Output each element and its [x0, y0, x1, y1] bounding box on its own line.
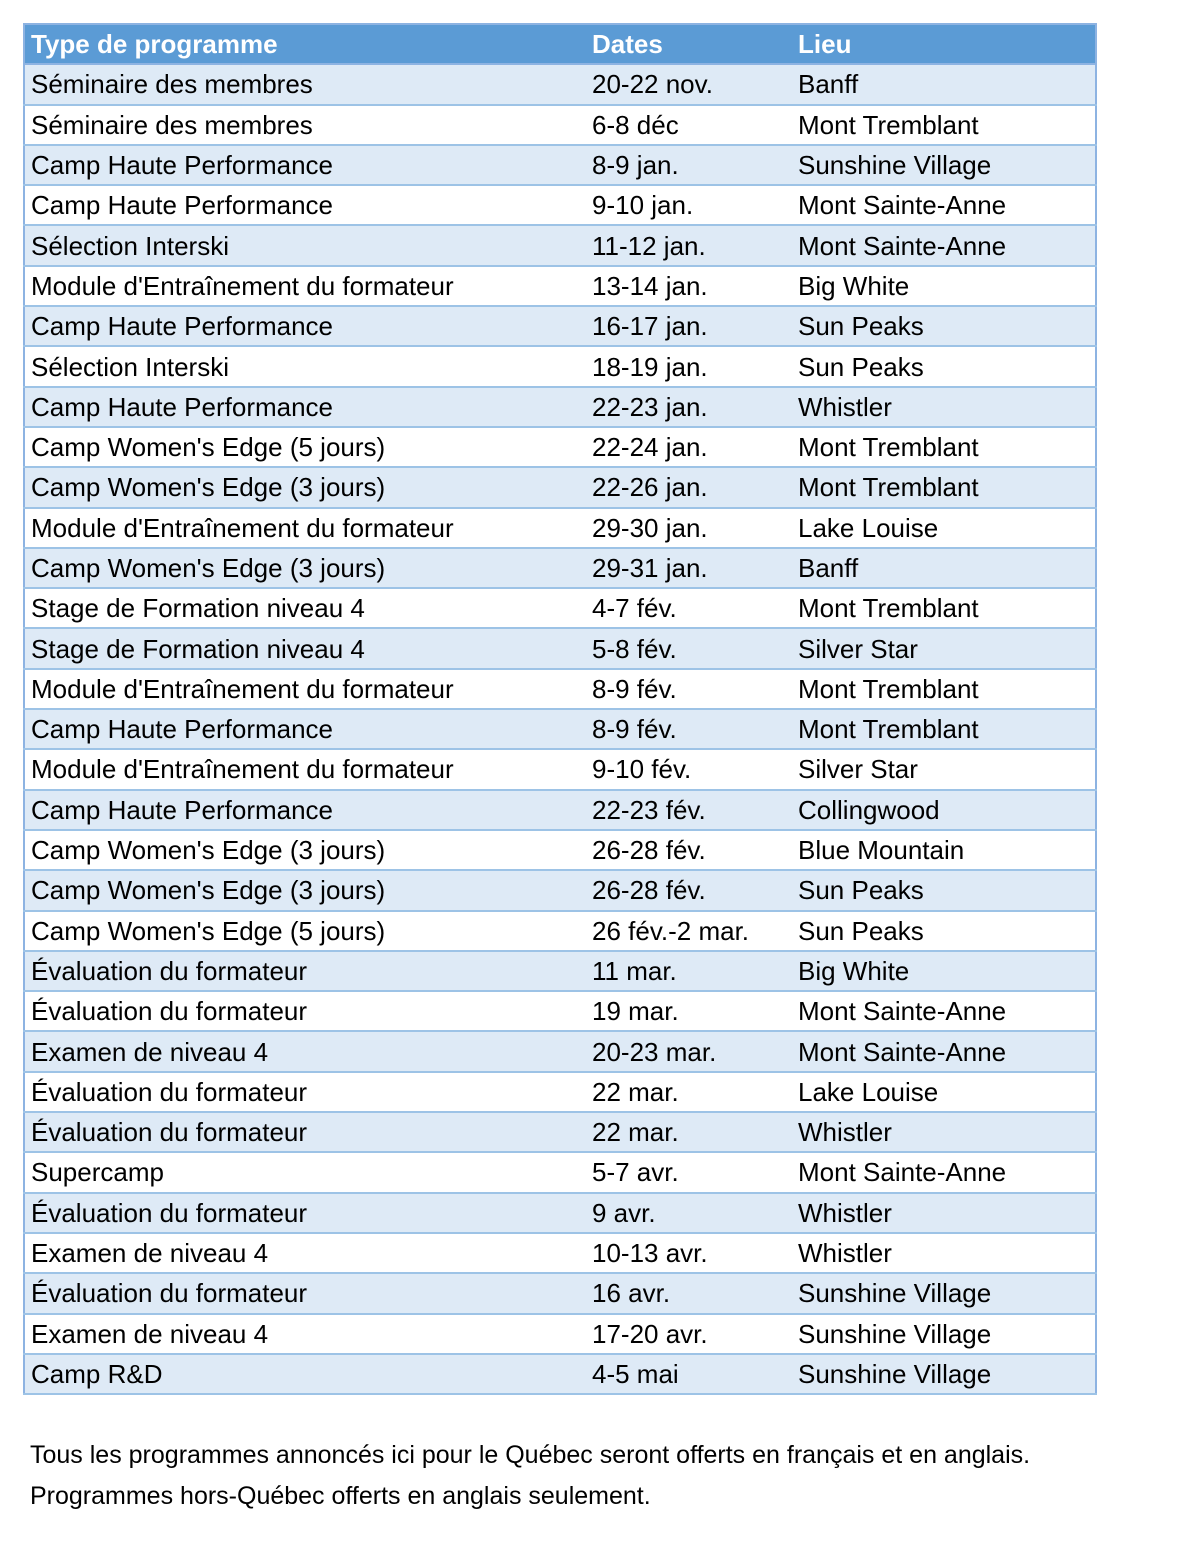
cell-dates: 10-13 avr.: [586, 1233, 792, 1273]
cell-location: Whistler: [792, 1233, 1096, 1273]
table-row: [24, 1273, 1096, 1313]
table-row: [24, 1314, 1096, 1354]
cell-program-type: Sélection Interski: [24, 346, 586, 386]
cell-dates: 26-28 fév.: [586, 830, 792, 870]
cell-location: Sunshine Village: [792, 1354, 1096, 1394]
table-row: [24, 951, 1096, 991]
column-header-location: Lieu: [792, 24, 1096, 64]
cell-program-type: Module d'Entraînement du formateur: [24, 669, 586, 709]
cell-program-type: Évaluation du formateur: [24, 1193, 586, 1233]
table-row: [24, 790, 1096, 830]
cell-program-type: Stage de Formation niveau 4: [24, 628, 586, 668]
table-row: [24, 628, 1096, 668]
cell-dates: 26-28 fév.: [586, 870, 792, 910]
header-row: [24, 24, 1096, 64]
cell-program-type: Camp Women's Edge (3 jours): [24, 830, 586, 870]
cell-location: Banff: [792, 548, 1096, 588]
cell-dates: 6-8 déc: [586, 105, 792, 145]
cell-dates: 5-7 avr.: [586, 1152, 792, 1192]
table-row: [24, 1193, 1096, 1233]
cell-location: Mont Sainte-Anne: [792, 225, 1096, 265]
cell-location: Sun Peaks: [792, 870, 1096, 910]
cell-dates: 22 mar.: [586, 1072, 792, 1112]
cell-location: Lake Louise: [792, 1072, 1096, 1112]
cell-dates: 13-14 jan.: [586, 266, 792, 306]
table-row: [24, 1233, 1096, 1273]
cell-program-type: Séminaire des membres: [24, 64, 586, 104]
cell-location: Sunshine Village: [792, 1314, 1096, 1354]
cell-program-type: Camp Women's Edge (5 jours): [24, 427, 586, 467]
table-row: [24, 830, 1096, 870]
cell-dates: 11-12 jan.: [586, 225, 792, 265]
cell-location: Mont Sainte-Anne: [792, 1152, 1096, 1192]
cell-location: Mont Tremblant: [792, 669, 1096, 709]
cell-location: Collingwood: [792, 790, 1096, 830]
cell-location: Whistler: [792, 1112, 1096, 1152]
cell-program-type: Examen de niveau 4: [24, 1314, 586, 1354]
table-row: [24, 749, 1096, 789]
cell-dates: 22-26 jan.: [586, 467, 792, 507]
cell-dates: 8-9 fév.: [586, 709, 792, 749]
cell-program-type: Évaluation du formateur: [24, 1273, 586, 1313]
cell-program-type: Camp Women's Edge (3 jours): [24, 548, 586, 588]
cell-program-type: Évaluation du formateur: [24, 1112, 586, 1152]
cell-location: Mont Sainte-Anne: [792, 1031, 1096, 1071]
cell-program-type: Camp Haute Performance: [24, 709, 586, 749]
cell-program-type: Camp Haute Performance: [24, 145, 586, 185]
table-row: [24, 387, 1096, 427]
cell-program-type: Sélection Interski: [24, 225, 586, 265]
table-row: [24, 1354, 1096, 1394]
cell-location: Whistler: [792, 1193, 1096, 1233]
cell-program-type: Examen de niveau 4: [24, 1233, 586, 1273]
table-row: [24, 306, 1096, 346]
cell-location: Mont Tremblant: [792, 427, 1096, 467]
table-row: [24, 548, 1096, 588]
cell-dates: 26 fév.-2 mar.: [586, 911, 792, 951]
table-row: [24, 266, 1096, 306]
cell-location: Sun Peaks: [792, 346, 1096, 386]
cell-program-type: Camp R&D: [24, 1354, 586, 1394]
cell-dates: 16-17 jan.: [586, 306, 792, 346]
cell-program-type: Module d'Entraînement du formateur: [24, 508, 586, 548]
table-row: [24, 991, 1096, 1031]
cell-program-type: Camp Women's Edge (5 jours): [24, 911, 586, 951]
cell-location: Mont Tremblant: [792, 105, 1096, 145]
cell-dates: 29-31 jan.: [586, 548, 792, 588]
cell-location: Blue Mountain: [792, 830, 1096, 870]
cell-dates: 8-9 jan.: [586, 145, 792, 185]
cell-dates: 16 avr.: [586, 1273, 792, 1313]
cell-dates: 9-10 fév.: [586, 749, 792, 789]
cell-program-type: Module d'Entraînement du formateur: [24, 749, 586, 789]
table-row: [24, 508, 1096, 548]
table-row: [24, 145, 1096, 185]
cell-program-type: Camp Haute Performance: [24, 185, 586, 225]
cell-location: Mont Tremblant: [792, 709, 1096, 749]
table-body: [24, 64, 1096, 1394]
cell-program-type: Évaluation du formateur: [24, 1072, 586, 1112]
table-row: [24, 1112, 1096, 1152]
cell-program-type: Stage de Formation niveau 4: [24, 588, 586, 628]
cell-dates: 4-5 mai: [586, 1354, 792, 1394]
cell-program-type: Camp Women's Edge (3 jours): [24, 467, 586, 507]
cell-dates: 20-22 nov.: [586, 64, 792, 104]
cell-location: Banff: [792, 64, 1096, 104]
cell-location: Sun Peaks: [792, 911, 1096, 951]
cell-program-type: Évaluation du formateur: [24, 951, 586, 991]
cell-location: Silver Star: [792, 749, 1096, 789]
cell-program-type: Supercamp: [24, 1152, 586, 1192]
cell-location: Mont Sainte-Anne: [792, 185, 1096, 225]
cell-program-type: Camp Haute Performance: [24, 387, 586, 427]
cell-location: Sunshine Village: [792, 1273, 1096, 1313]
table-row: [24, 185, 1096, 225]
cell-program-type: Évaluation du formateur: [24, 991, 586, 1031]
cell-program-type: Camp Haute Performance: [24, 306, 586, 346]
cell-location: Lake Louise: [792, 508, 1096, 548]
cell-program-type: Examen de niveau 4: [24, 1031, 586, 1071]
cell-dates: 22-23 fév.: [586, 790, 792, 830]
cell-dates: 22-24 jan.: [586, 427, 792, 467]
cell-location: Mont Tremblant: [792, 467, 1096, 507]
cell-program-type: Séminaire des membres: [24, 105, 586, 145]
cell-dates: 4-7 fév.: [586, 588, 792, 628]
cell-dates: 5-8 fév.: [586, 628, 792, 668]
cell-program-type: Camp Women's Edge (3 jours): [24, 870, 586, 910]
table-row: [24, 427, 1096, 467]
table-header: [24, 24, 1096, 64]
table-row: [24, 105, 1096, 145]
table-row: [24, 588, 1096, 628]
cell-location: Big White: [792, 951, 1096, 991]
table-row: [24, 870, 1096, 910]
footnote-quebec-languages: Tous les programmes annoncés ici pour le Québec seront offerts en français et en anglais.: [30, 1441, 1031, 1469]
cell-program-type: Module d'Entraînement du formateur: [24, 266, 586, 306]
cell-location: Big White: [792, 266, 1096, 306]
column-header-program-type: Type de programme: [24, 24, 586, 64]
cell-dates: 17-20 avr.: [586, 1314, 792, 1354]
cell-dates: 29-30 jan.: [586, 508, 792, 548]
cell-dates: 19 mar.: [586, 991, 792, 1031]
program-schedule-table: [23, 23, 1097, 1395]
cell-program-type: Camp Haute Performance: [24, 790, 586, 830]
table-row: [24, 346, 1096, 386]
table-row: [24, 1152, 1096, 1192]
cell-dates: 8-9 fév.: [586, 669, 792, 709]
table-row: [24, 911, 1096, 951]
cell-location: Mont Tremblant: [792, 588, 1096, 628]
cell-dates: 18-19 jan.: [586, 346, 792, 386]
table-row: [24, 709, 1096, 749]
cell-dates: 20-23 mar.: [586, 1031, 792, 1071]
cell-dates: 22-23 jan.: [586, 387, 792, 427]
cell-dates: 11 mar.: [586, 951, 792, 991]
table-row: [24, 669, 1096, 709]
cell-location: Sun Peaks: [792, 306, 1096, 346]
cell-dates: 22 mar.: [586, 1112, 792, 1152]
table-row: [24, 1072, 1096, 1112]
cell-location: Silver Star: [792, 628, 1096, 668]
table-row: [24, 467, 1096, 507]
column-header-dates: Dates: [586, 24, 792, 64]
cell-location: Sunshine Village: [792, 145, 1096, 185]
table-row: [24, 64, 1096, 104]
footnote-outside-quebec: Programmes hors-Québec offerts en anglais seulement.: [30, 1482, 651, 1510]
cell-dates: 9-10 jan.: [586, 185, 792, 225]
cell-location: Mont Sainte-Anne: [792, 991, 1096, 1031]
cell-location: Whistler: [792, 387, 1096, 427]
table-row: [24, 225, 1096, 265]
cell-dates: 9 avr.: [586, 1193, 792, 1233]
table-row: [24, 1031, 1096, 1071]
